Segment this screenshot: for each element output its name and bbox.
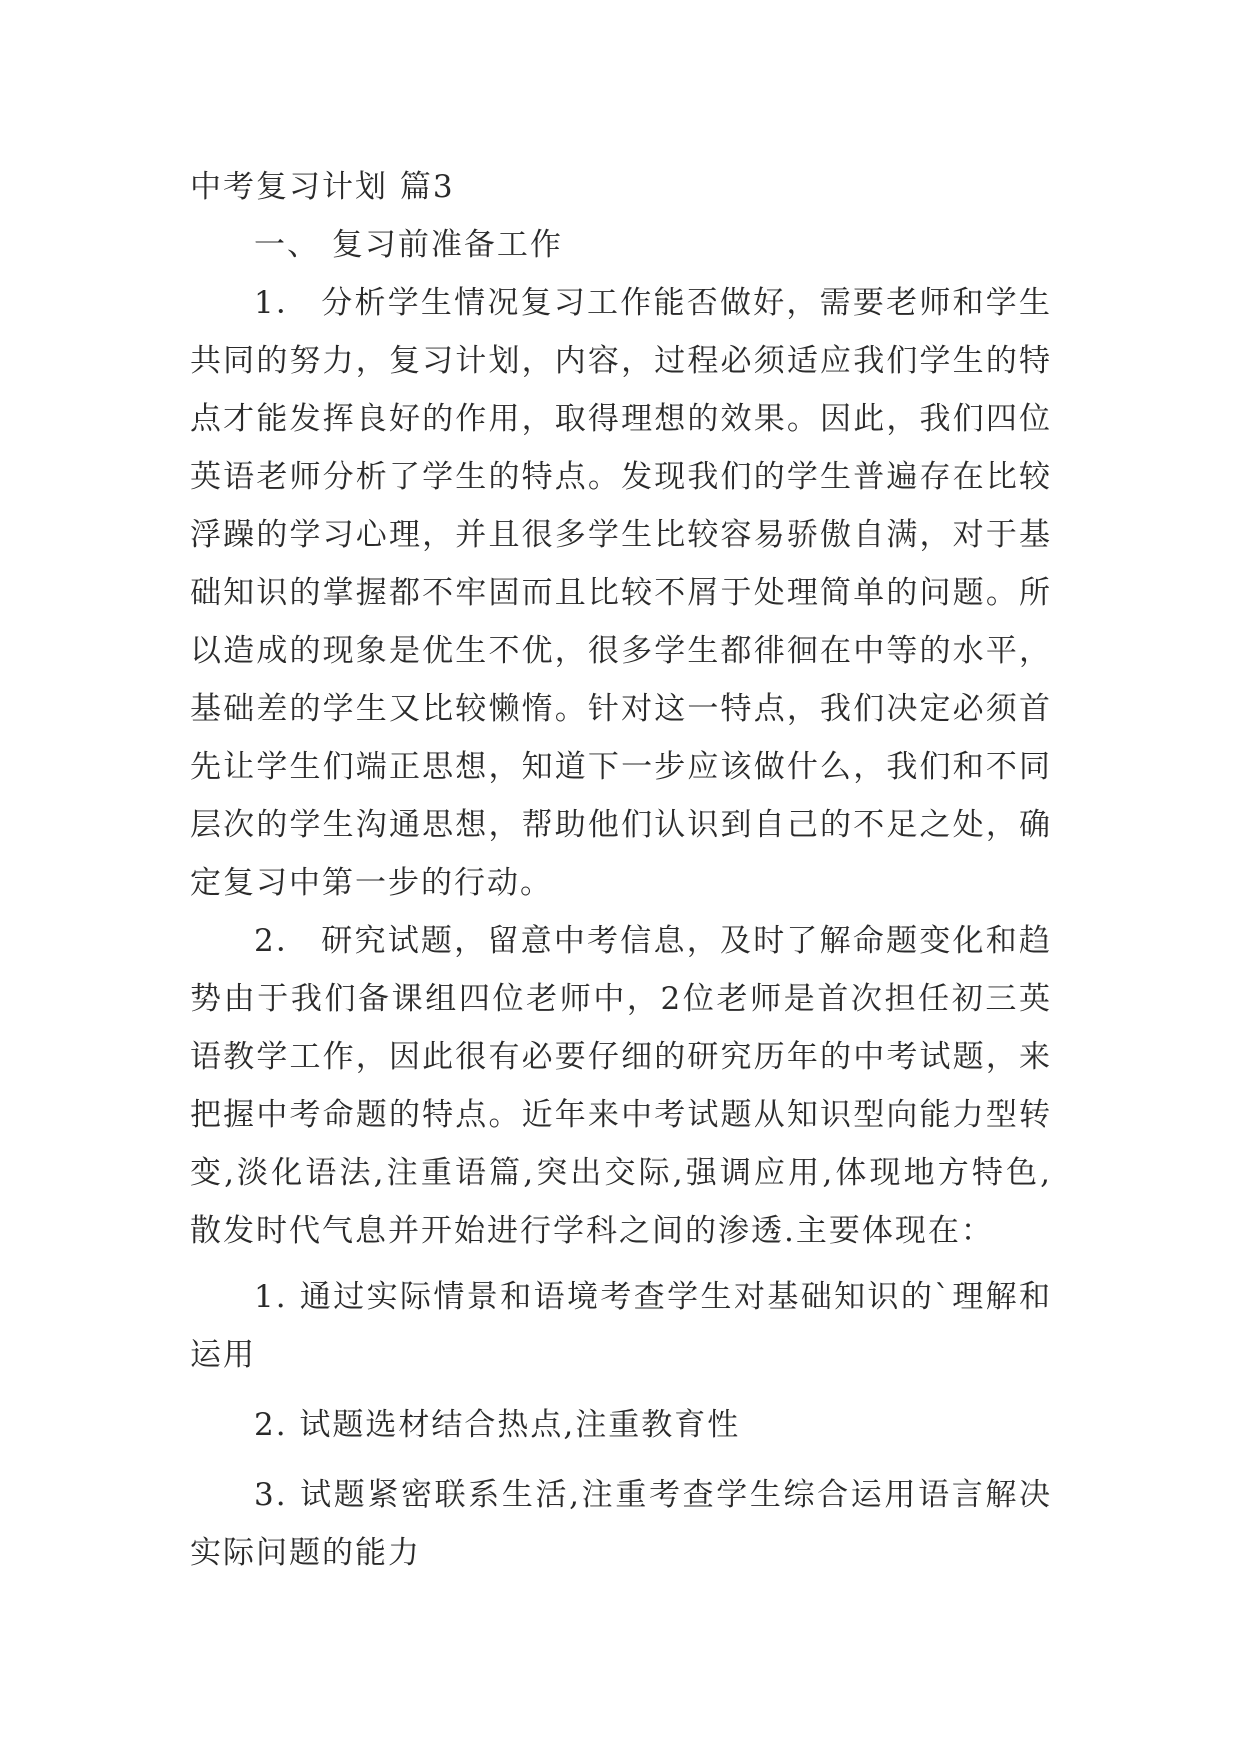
list-item: 1. 通过实际情景和语境考查学生对基础知识的`理解和运用 — [190, 1279, 1052, 1373]
section-heading: 一、 复习前准备工作 — [254, 227, 563, 263]
document-body — [190, 158, 1052, 1582]
paragraph-research: 2． 研究试题，留意中考信息，及时了解命题变化和趋势由于我们备课组四位老师中，2位老师是首次担任初三英语教学工作，因此很有必要仔细的研究历年的中考试题，来把握中考命题的特点。近年来中考试题从知识型向能力型转变,淡化语法,注重语篇,突出交际,强调应用,体现地方特色,散发时代气息并开始进行学科之间的渗透.主要体现在： — [190, 923, 1052, 1249]
list-item: 2. 试题选材结合热点,注重教育性 — [254, 1407, 741, 1443]
list-item: 3. 试题紧密联系生活,注重考查学生综合运用语言解决实际问题的能力 — [190, 1477, 1052, 1571]
document-title: 中考复习计划 篇3 — [190, 169, 455, 205]
paragraph-analysis: 1． 分析学生情况复习工作能否做好，需要老师和学生共同的努力，复习计划，内容，过程必须适应我们学生的特点才能发挥良好的作用，取得理想的效果。因此，我们四位英语老师分析了学生的特点。发现我们的学生普遍存在比较浮躁的学习心理，并且很多学生比较容易骄傲自满，对于基础知识的掌握都不牢固而且比较不屑于处理简单的问题。所以造成的现象是优生不优，很多学生都徘徊在中等的水平，基础差的学生又比较懒惰。针对这一特点，我们决定必须首先让学生们端正思想，知道下一步应该做什么，我们和不同层次的学生沟通思想，帮助他们认识到自己的不足之处，确定复习中第一步的行动。 — [190, 285, 1052, 901]
